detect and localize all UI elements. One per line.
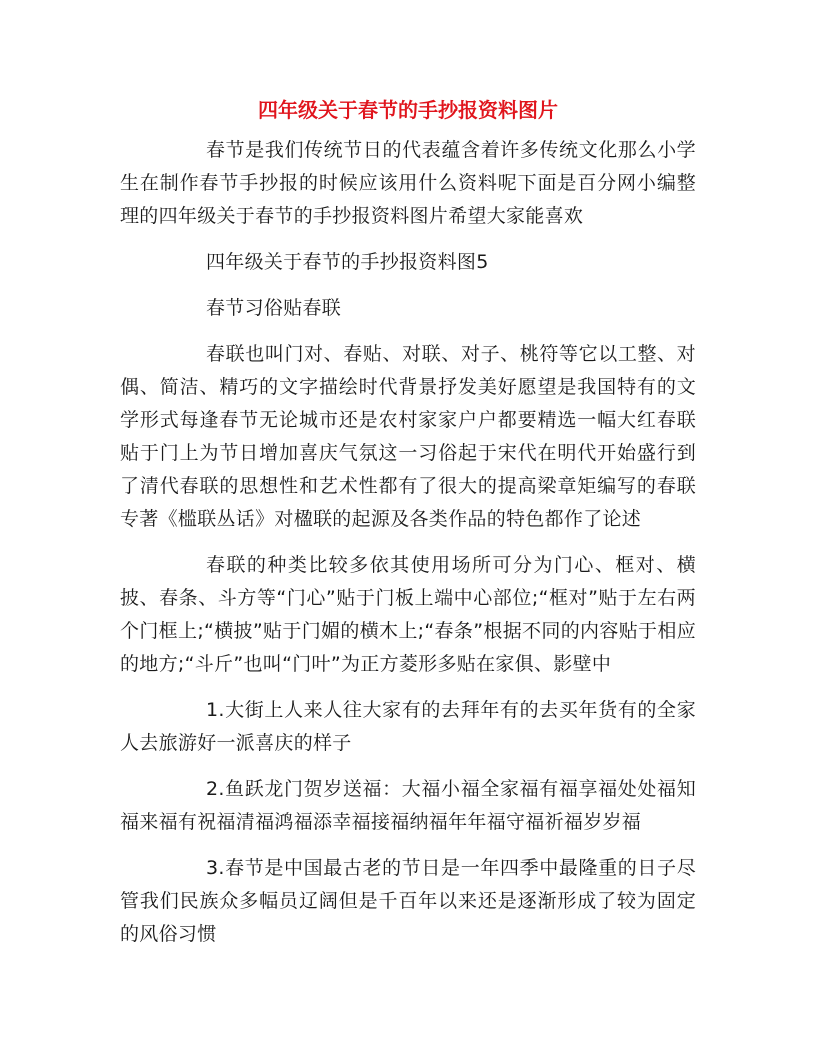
paragraph-item-1: 1.大街上人来人往大家有的去拜年有的去买年货有的全家人去旅游好一派喜庆的样子 [120,699,696,754]
paragraph-item-2: 2.鱼跃龙门贺岁送福：大福小福全家福有福享福处处福知福来福有祝福清福鸿福添幸福接福纳福年年福守福祈福岁岁福 [120,778,696,833]
paragraph-image-caption: 四年级关于春节的手抄报资料图5 [206,251,489,273]
paragraph-intro: 春节是我们传统节日的代表蕴含着许多传统文化那么小学生在制作春节手抄报的时候应该用什么资料呢下面是百分网小编整理的四年级关于春节的手抄报资料图片希望大家能喜欢 [120,139,696,227]
document-body [120,134,696,964]
paragraph-couplets-types: 春联的种类比较多依其使用场所可分为门心、框对、横披、春条、斗方等“门心”贴于门板上端中心部位;“框对”贴于左右两个门框上;“横披”贴于门媚的横木上;“春条”根据不同的内容贴于相应的地方;“斗斤”也叫“门叶”为正方菱形多贴在家俱、影壁中 [120,554,696,675]
paragraph-couplets-history: 春联也叫门对、春贴、对联、对子、桃符等它以工整、对偶、简洁、精巧的文字描绘时代背景抒发美好愿望是我国特有的文学形式每逢春节无论城市还是农村家家户户都要精选一幅大红春联贴于门上为节日增加喜庆气氛这一习俗起于宋代在明代开始盛行到了清代春联的思想性和艺术性都有了很大的提高梁章矩编写的春联专著《槛联丛话》对楹联的起源及各类作品的特色都作了论述 [120,343,696,530]
document-title: 四年级关于春节的手抄报资料图片 [258,98,558,122]
paragraph-item-3: 3.春节是中国最古老的节日是一年四季中最隆重的日子尽管我们民族众多幅员辽阔但是千百年以来还是逐渐形成了较为固定的风俗习惯 [120,857,696,945]
paragraph-section-heading: 春节习俗贴春联 [206,297,342,319]
